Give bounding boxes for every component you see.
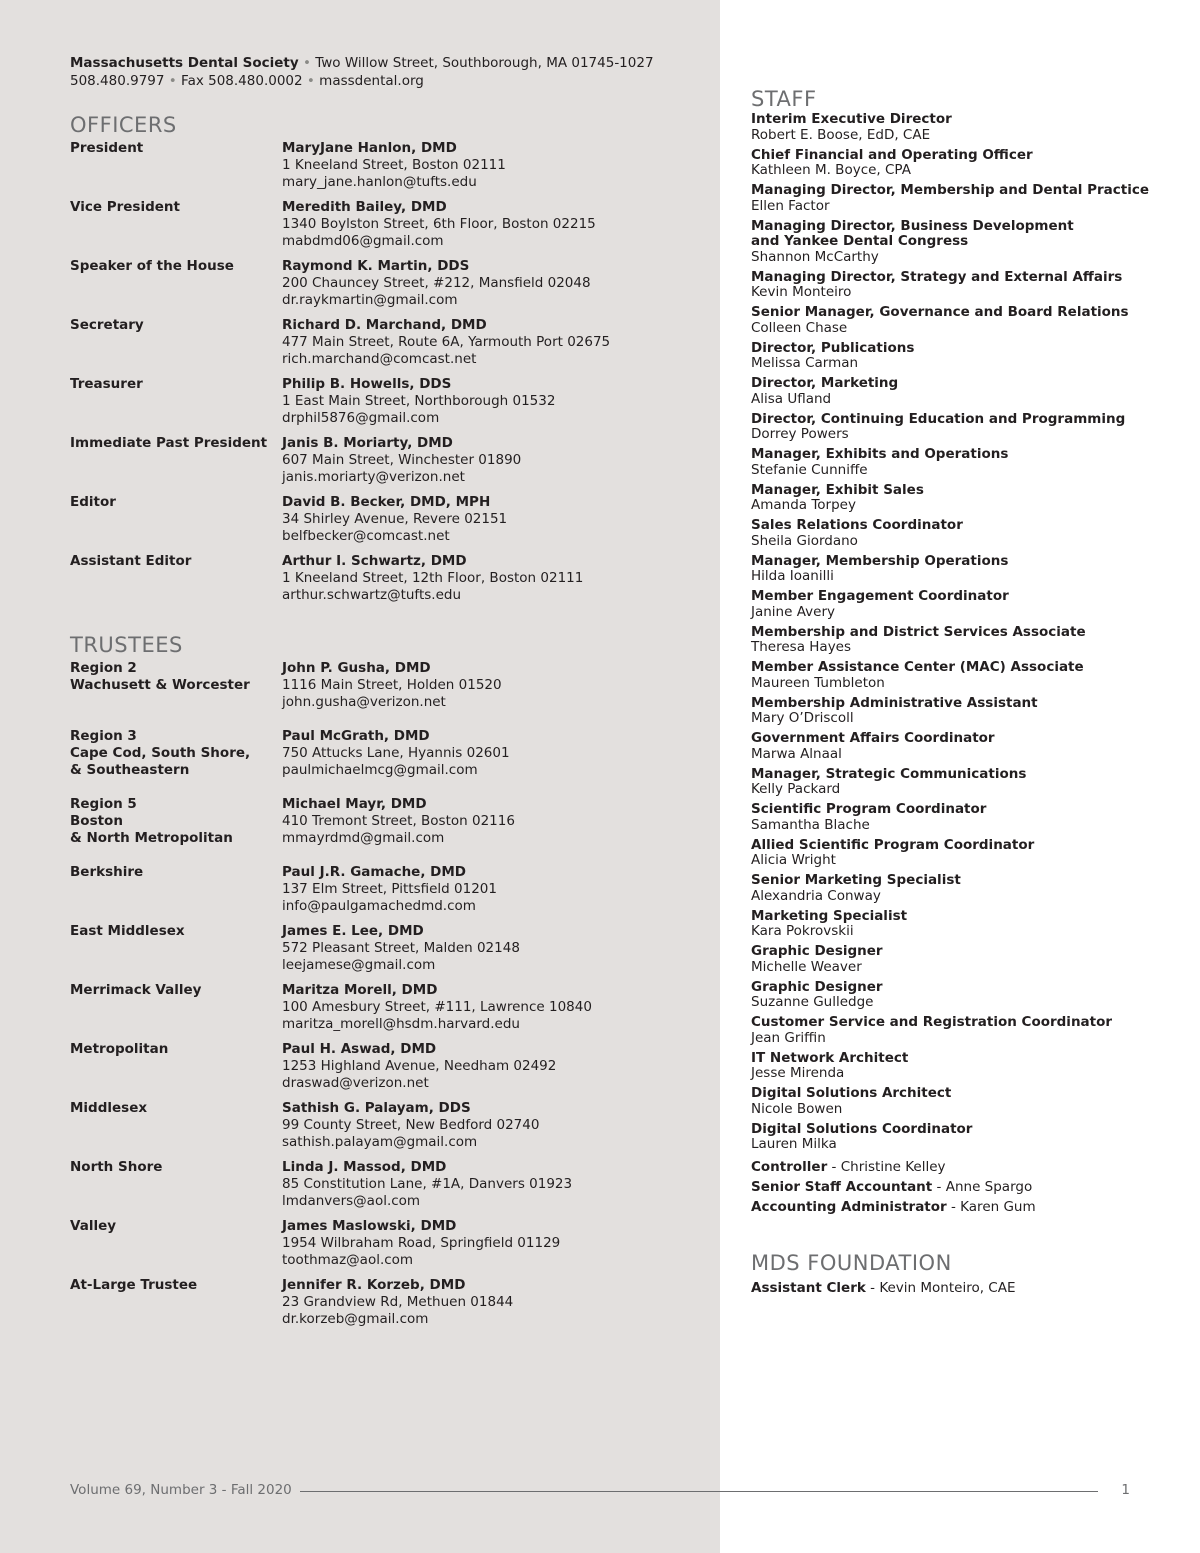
officer-contact (282, 494, 710, 545)
staff-name: Kevin Monteiro (751, 284, 852, 300)
trustee-address: 572 Pleasant Street, Malden 02148 (282, 940, 520, 956)
officer-address: 477 Main Street, Route 6A, Yarmouth Port 02675 (282, 334, 611, 350)
staff-title: Senior Manager, Governance and Board Relations (751, 304, 1129, 320)
officer-contact (282, 435, 710, 486)
trustee-district: Merrimack Valley (70, 982, 202, 998)
staff-inline-list (751, 1157, 1171, 1217)
staff-title: Membership and District Services Associate (751, 623, 1086, 640)
staff-name: Alexandria Conway (751, 887, 881, 904)
officer-name: Meredith Bailey, DMD (282, 199, 447, 215)
officer-entry (70, 317, 710, 376)
officer-email[interactable]: drphil5876@gmail.com (282, 410, 440, 426)
staff-name: Maureen Tumbleton (751, 674, 885, 691)
trustee-region-entry (70, 796, 710, 864)
officer-email[interactable]: mabdmd06@gmail.com (282, 233, 444, 249)
officer-address: 34 Shirley Avenue, Revere 02151 (282, 511, 508, 527)
trustee-contact (282, 1277, 710, 1328)
header-separator: • (302, 55, 316, 71)
trustee-region-label (70, 728, 278, 779)
staff-entry (751, 1086, 1171, 1122)
page-number: 1 (1121, 1482, 1130, 1498)
trustee-address: 410 Tremont Street, Boston 02116 (282, 813, 515, 829)
staff-title: IT Network Architect (751, 1049, 909, 1066)
region-area: Boston (70, 813, 123, 829)
trustee-entry (70, 1277, 710, 1336)
trustee-email[interactable]: mmayrdmd@gmail.com (282, 830, 445, 846)
staff-entry (751, 873, 1171, 909)
trustee-district: Valley (70, 1218, 117, 1234)
foundation-clerk (751, 1278, 1171, 1298)
trustee-entry (70, 1159, 710, 1218)
staff-title: Interim Executive Director (751, 111, 952, 127)
trustee-contact (282, 864, 710, 915)
staff-entry (751, 219, 1171, 270)
staff-title: Director, Continuing Education and Programming (751, 410, 1126, 427)
staff-entry (751, 909, 1171, 945)
trustee-contact (282, 660, 710, 711)
officer-entry (70, 376, 710, 435)
staff-name: Colleen Chase (751, 319, 848, 336)
staff-name: Lauren Milka (751, 1136, 837, 1152)
staff-title: Managing Director, Strategy and External Affairs (751, 268, 1123, 285)
staff-entry (751, 838, 1171, 874)
staff-title: Membership Administrative Assistant (751, 694, 1038, 711)
staff-entry (751, 1051, 1171, 1087)
trustee-contact (282, 796, 710, 847)
officer-name: MaryJane Hanlon, DMD (282, 140, 457, 156)
staff-title: Chief Financial and Operating Officer (751, 146, 1033, 163)
staff-title: Customer Service and Registration Coordinator (751, 1014, 1113, 1030)
staff-name: Alisa Ufland (751, 390, 832, 407)
officer-address: 200 Chauncey Street, #212, Mansfield 02048 (282, 275, 591, 291)
staff-name: Kara Pokrovskii (751, 923, 854, 939)
foundation-heading: MDS FOUNDATION (751, 1251, 952, 1275)
trustee-name: John P. Gusha, DMD (282, 660, 431, 676)
trustee-email[interactable]: dr.korzeb@gmail.com (282, 1311, 429, 1327)
footer-rule (300, 1491, 1098, 1492)
officer-entry (70, 435, 710, 494)
trustee-entry (70, 1218, 710, 1277)
officer-email[interactable]: janis.moriarty@verizon.net (282, 469, 465, 485)
officers-heading: OFFICERS (70, 113, 177, 137)
officer-role: Treasurer (70, 376, 143, 392)
trustee-name: Paul McGrath, DMD (282, 728, 430, 744)
officer-role: Immediate Past President (70, 435, 268, 451)
officer-role: Secretary (70, 317, 144, 333)
staff-title: Senior Staff Accountant (751, 1179, 933, 1195)
trustee-district: North Shore (70, 1159, 163, 1175)
region-area-2: & North Metropolitan (70, 830, 233, 846)
staff-entry (751, 589, 1171, 625)
region-number: Region 3 (70, 728, 137, 744)
trustee-name: Linda J. Massod, DMD (282, 1159, 447, 1175)
region-area-2: & Southeastern (70, 762, 190, 778)
trustee-name: Paul H. Aswad, DMD (282, 1041, 437, 1057)
officer-role: Editor (70, 494, 116, 510)
staff-entry (751, 518, 1171, 554)
trustee-email[interactable]: draswad@verizon.net (282, 1075, 429, 1091)
trustee-address: 1116 Main Street, Holden 01520 (282, 677, 502, 693)
trustee-contact (282, 923, 710, 974)
trustee-name: James Maslowski, DMD (282, 1218, 457, 1234)
officer-contact (282, 140, 710, 191)
staff-name: Melissa Carman (751, 355, 859, 371)
staff-separator: - (946, 1199, 961, 1215)
staff-entry (751, 802, 1171, 838)
trustee-contact (282, 1218, 710, 1269)
trustee-address: 85 Constitution Lane, #1A, Danvers 01923 (282, 1176, 573, 1192)
officer-name: Richard D. Marchand, DMD (282, 317, 487, 333)
staff-list (751, 112, 1171, 1157)
officer-address: 1 Kneeland Street, 12th Floor, Boston 02111 (282, 570, 584, 586)
foundation-clerk-name: Kevin Monteiro, CAE (879, 1280, 1016, 1296)
foundation-clerk-title: Assistant Clerk (751, 1280, 866, 1296)
staff-title: Digital Solutions Coordinator (751, 1120, 973, 1137)
staff-title: Member Engagement Coordinator (751, 588, 1009, 604)
officer-name: Janis B. Moriarty, DMD (282, 435, 453, 451)
trustee-region-entry (70, 660, 710, 728)
staff-title: Manager, Membership Operations (751, 552, 1009, 569)
trustee-address: 137 Elm Street, Pittsfield 01201 (282, 881, 497, 897)
trustee-entry (70, 864, 710, 923)
officer-role: Speaker of the House (70, 258, 234, 274)
foundation-section (751, 1250, 1171, 1298)
officers-list (70, 140, 710, 612)
staff-name: Samantha Blache (751, 816, 870, 833)
staff-name: Amanda Torpey (751, 497, 856, 513)
staff-section (751, 86, 1171, 1217)
org-header-line-1 (70, 54, 710, 72)
trustee-email[interactable]: maritza_morell@hsdm.harvard.edu (282, 1016, 520, 1032)
officer-contact (282, 376, 710, 427)
trustee-district: At-Large Trustee (70, 1277, 198, 1293)
staff-name: Michelle Weaver (751, 958, 862, 975)
staff-entry (751, 483, 1171, 519)
staff-entry (751, 767, 1171, 803)
officer-email[interactable]: mary_jane.hanlon@tufts.edu (282, 174, 477, 190)
page-footer (70, 1482, 1130, 1502)
staff-entry (751, 447, 1171, 483)
trustee-email[interactable]: sathish.palayam@gmail.com (282, 1134, 478, 1150)
staff-title: Managing Director, Membership and Dental Practice (751, 182, 1150, 198)
staff-name: Christine Kelley (840, 1159, 946, 1175)
trustee-name: Maritza Morell, DMD (282, 982, 438, 998)
staff-name: Stefanie Cunniffe (751, 461, 868, 478)
staff-name: Janine Avery (751, 603, 835, 620)
trustee-email[interactable]: paulmichaelmcg@gmail.com (282, 762, 478, 778)
staff-inline-entry (751, 1197, 1171, 1217)
trustee-email[interactable]: toothmaz@aol.com (282, 1252, 414, 1268)
staff-name: Theresa Hayes (751, 639, 852, 655)
officer-address: 1340 Boylston Street, 6th Floor, Boston 02215 (282, 216, 596, 232)
trustee-entry (70, 923, 710, 982)
staff-entry (751, 1015, 1171, 1051)
officer-role: President (70, 140, 144, 156)
trustees-list (70, 864, 710, 1336)
org-phone: 508.480.9797 (70, 73, 165, 89)
trustee-address: 1253 Highland Avenue, Needham 02492 (282, 1058, 557, 1074)
officer-entry (70, 199, 710, 258)
trustee-address: 100 Amesbury Street, #111, Lawrence 10840 (282, 999, 592, 1015)
header-separator: • (306, 73, 320, 89)
staff-name: Jean Griffin (751, 1029, 826, 1046)
staff-name: Alicia Wright (751, 852, 836, 868)
staff-entry (751, 376, 1171, 412)
staff-name: Dorrey Powers (751, 426, 849, 442)
staff-title: Marketing Specialist (751, 907, 908, 924)
staff-heading: STAFF (751, 87, 817, 111)
org-fax: Fax 508.480.0002 (181, 73, 303, 89)
trustee-address: 750 Attucks Lane, Hyannis 02601 (282, 745, 510, 761)
trustee-entry (70, 1100, 710, 1159)
officer-entry (70, 258, 710, 317)
officer-contact (282, 258, 710, 309)
staff-title: Managing Director, Business Development (751, 217, 1074, 234)
officer-name: Raymond K. Martin, DDS (282, 258, 470, 274)
trustee-contact (282, 1100, 710, 1151)
staff-entry (751, 1122, 1171, 1158)
officer-email[interactable]: belfbecker@comcast.net (282, 528, 450, 544)
staff-title: Director, Marketing (751, 375, 899, 391)
staff-name: Marwa Alnaal (751, 745, 842, 762)
staff-separator: - (932, 1179, 946, 1195)
staff-title: Manager, Strategic Communications (751, 765, 1027, 782)
trustee-contact (282, 982, 710, 1033)
staff-entry (751, 944, 1171, 980)
staff-inline-entry (751, 1177, 1171, 1197)
officer-entry (70, 140, 710, 199)
staff-entry (751, 305, 1171, 341)
trustee-district: East Middlesex (70, 923, 185, 939)
staff-entry (751, 148, 1171, 184)
org-address: Two Willow Street, Southborough, MA 01745-1027 (315, 55, 654, 71)
trustee-entry (70, 1041, 710, 1100)
officer-name: David B. Becker, DMD, MPH (282, 494, 491, 510)
org-website[interactable]: massdental.org (319, 73, 424, 89)
staff-entry (751, 112, 1171, 148)
officer-entry (70, 494, 710, 553)
trustee-region-entry (70, 728, 710, 796)
officer-name: Arthur I. Schwartz, DMD (282, 553, 467, 569)
officer-email[interactable]: arthur.schwartz@tufts.edu (282, 587, 462, 603)
staff-title: Manager, Exhibit Sales (751, 481, 924, 498)
trustee-contact (282, 728, 710, 779)
trustee-region-label (70, 796, 278, 847)
staff-title: Manager, Exhibits and Operations (751, 446, 1009, 462)
trustee-name: Michael Mayr, DMD (282, 796, 427, 812)
staff-entry (751, 412, 1171, 448)
trustee-address: 1954 Wilbraham Road, Springfield 01129 (282, 1235, 561, 1251)
officer-role: Assistant Editor (70, 553, 192, 569)
trustee-email[interactable]: info@paulgamachedmd.com (282, 898, 476, 914)
staff-name: Kelly Packard (751, 781, 841, 797)
trustee-contact (282, 1041, 710, 1092)
staff-name: Nicole Bowen (751, 1100, 843, 1117)
staff-entry (751, 554, 1171, 590)
header-separator: • (168, 73, 182, 89)
staff-title: Scientific Program Coordinator (751, 801, 987, 817)
staff-name: Hilda Ioanilli (751, 568, 834, 584)
officer-address: 1 Kneeland Street, Boston 02111 (282, 157, 506, 173)
foundation-separator: - (865, 1280, 880, 1296)
trustee-name: James E. Lee, DMD (282, 923, 424, 939)
region-area: Wachusett & Worcester (70, 677, 250, 693)
trustees-region-list (70, 660, 710, 864)
officer-email[interactable]: dr.raykmartin@gmail.com (282, 292, 458, 308)
staff-entry (751, 731, 1171, 767)
trustee-district: Metropolitan (70, 1041, 169, 1057)
staff-title-continued: and Yankee Dental Congress (751, 233, 969, 249)
officer-entry (70, 553, 710, 612)
issue-label: Volume 69, Number 3 - Fall 2020 (70, 1482, 292, 1498)
staff-entry (751, 625, 1171, 661)
staff-title: Graphic Designer (751, 943, 883, 959)
org-name: Massachusetts Dental Society (70, 55, 299, 71)
region-number: Region 2 (70, 660, 137, 676)
trustee-contact (282, 1159, 710, 1210)
staff-title: Director, Publications (751, 339, 915, 356)
officer-address: 1 East Main Street, Northborough 01532 (282, 393, 556, 409)
staff-title: Government Affairs Coordinator (751, 730, 995, 746)
trustee-entry (70, 982, 710, 1041)
staff-name: Shannon McCarthy (751, 248, 879, 265)
region-number: Region 5 (70, 796, 137, 812)
staff-name: Ellen Factor (751, 197, 830, 214)
trustee-name: Jennifer R. Korzeb, DMD (282, 1277, 466, 1293)
staff-entry (751, 341, 1171, 377)
staff-title: Graphic Designer (751, 978, 883, 995)
officers-section (70, 112, 710, 612)
staff-title: Member Assistance Center (MAC) Associate (751, 659, 1084, 675)
org-header-line-2 (70, 72, 710, 90)
staff-entry (751, 696, 1171, 732)
staff-entry (751, 270, 1171, 306)
officer-name: Philip B. Howells, DDS (282, 376, 452, 392)
trustee-region-label (70, 660, 278, 694)
staff-name: Karen Gum (960, 1199, 1036, 1215)
trustee-address: 99 County Street, New Bedford 02740 (282, 1117, 540, 1133)
trustee-address: 23 Grandview Rd, Methuen 01844 (282, 1294, 514, 1310)
trustees-heading: TRUSTEES (70, 633, 183, 657)
staff-title: Senior Marketing Specialist (751, 872, 961, 888)
staff-separator: - (827, 1159, 841, 1175)
trustees-section (70, 632, 710, 1336)
org-header (70, 54, 710, 90)
staff-title: Allied Scientific Program Coordinator (751, 836, 1035, 853)
trustee-name: Paul J.R. Gamache, DMD (282, 864, 467, 880)
trustee-name: Sathish G. Palayam, DDS (282, 1100, 471, 1116)
staff-entry (751, 660, 1171, 696)
staff-entry (751, 183, 1171, 219)
trustee-district: Middlesex (70, 1100, 148, 1116)
trustee-email[interactable]: lmdanvers@aol.com (282, 1193, 421, 1209)
staff-name: Suzanne Gulledge (751, 994, 874, 1010)
trustee-district: Berkshire (70, 864, 144, 880)
staff-title: Accounting Administrator (751, 1199, 947, 1215)
trustee-email[interactable]: leejamese@gmail.com (282, 957, 436, 973)
staff-inline-entry (751, 1157, 1171, 1177)
officer-contact (282, 317, 710, 368)
officer-role: Vice President (70, 199, 180, 215)
officer-address: 607 Main Street, Winchester 01890 (282, 452, 522, 468)
staff-name: Sheila Giordano (751, 532, 858, 549)
staff-name: Anne Spargo (945, 1179, 1033, 1195)
staff-name: Mary O’Driscoll (751, 710, 854, 726)
staff-name: Jesse Mirenda (751, 1065, 845, 1081)
officer-contact (282, 553, 710, 604)
officer-contact (282, 199, 710, 250)
staff-name: Robert E. Boose, EdD, CAE (751, 126, 931, 143)
staff-name: Kathleen M. Boyce, CPA (751, 162, 911, 178)
region-area: Cape Cod, South Shore, (70, 745, 251, 761)
trustee-email[interactable]: john.gusha@verizon.net (282, 694, 446, 710)
staff-title: Digital Solutions Architect (751, 1085, 952, 1101)
officer-email[interactable]: rich.marchand@comcast.net (282, 351, 477, 367)
staff-entry (751, 980, 1171, 1016)
staff-title: Sales Relations Coordinator (751, 517, 963, 533)
staff-title: Controller (751, 1159, 828, 1175)
